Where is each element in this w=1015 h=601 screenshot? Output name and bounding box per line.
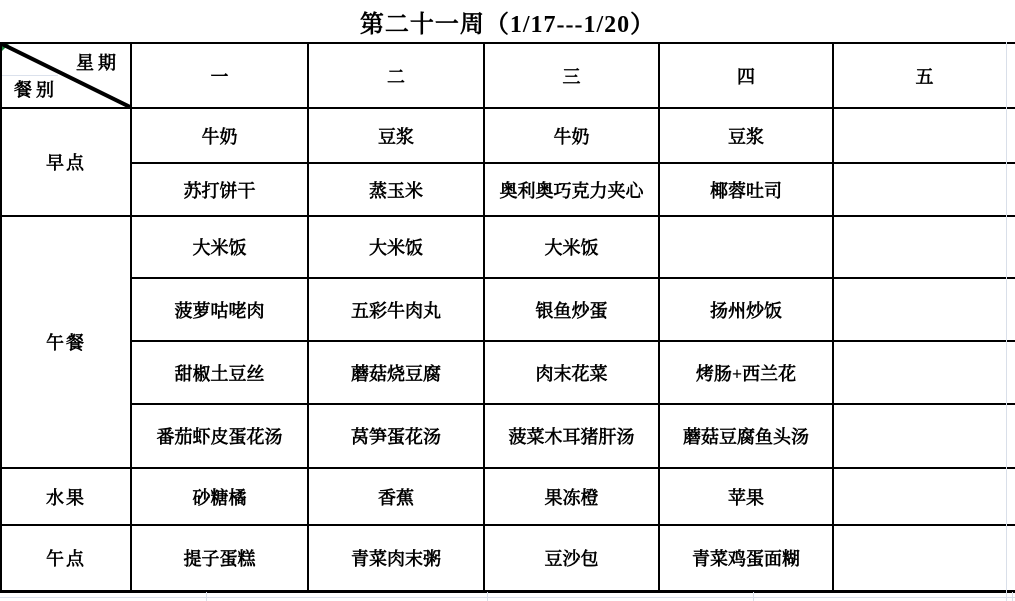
menu-cell[interactable]: 提子蛋糕 bbox=[131, 525, 308, 591]
menu-cell[interactable]: 银鱼炒蛋 bbox=[484, 278, 659, 341]
menu-cell[interactable]: 大米饭 bbox=[308, 216, 484, 278]
menu-cell[interactable]: 蒸玉米 bbox=[308, 163, 484, 216]
page-title: 第二十一周（1/17---1/20） bbox=[359, 11, 656, 38]
meal-label-afternoon-snack[interactable]: 午点 bbox=[1, 525, 131, 591]
menu-cell[interactable]: 牛奶 bbox=[484, 108, 659, 163]
menu-cell[interactable]: 豆浆 bbox=[659, 108, 833, 163]
menu-cell[interactable] bbox=[833, 108, 1015, 163]
menu-cell[interactable]: 烤肠+西兰花 bbox=[659, 341, 833, 404]
menu-cell[interactable]: 苏打饼干 bbox=[131, 163, 308, 216]
menu-cell[interactable]: 砂糖橘 bbox=[131, 468, 308, 525]
faint-gridline bbox=[1006, 42, 1007, 601]
corner-label-meal: 餐别 bbox=[14, 80, 58, 100]
menu-cell[interactable]: 苹果 bbox=[659, 468, 833, 525]
corner-header-cell[interactable] bbox=[1, 43, 131, 108]
menu-cell[interactable] bbox=[833, 525, 1015, 591]
menu-cell[interactable]: 菠菜木耳猪肝汤 bbox=[484, 404, 659, 468]
meal-label-breakfast[interactable]: 早点 bbox=[1, 108, 131, 216]
faint-gridline bbox=[0, 597, 1015, 598]
meal-label-fruit[interactable]: 水果 bbox=[1, 468, 131, 525]
menu-cell[interactable]: 果冻橙 bbox=[484, 468, 659, 525]
menu-cell[interactable]: 番茄虾皮蛋花汤 bbox=[131, 404, 308, 468]
menu-cell[interactable]: 菠萝咕咾肉 bbox=[131, 278, 308, 341]
menu-cell[interactable]: 椰蓉吐司 bbox=[659, 163, 833, 216]
menu-cell[interactable] bbox=[833, 278, 1015, 341]
menu-cell[interactable]: 奥利奥巧克力夹心 bbox=[484, 163, 659, 216]
menu-cell[interactable]: 甜椒土豆丝 bbox=[131, 341, 308, 404]
day-header-mon[interactable]: 一 bbox=[131, 43, 308, 108]
menu-cell[interactable] bbox=[833, 468, 1015, 525]
menu-cell[interactable]: 豆沙包 bbox=[484, 525, 659, 591]
menu-cell[interactable]: 牛奶 bbox=[131, 108, 308, 163]
menu-cell[interactable]: 青菜肉末粥 bbox=[308, 525, 484, 591]
day-header-fri[interactable]: 五 bbox=[833, 43, 1015, 108]
menu-cell[interactable]: 肉末花菜 bbox=[484, 341, 659, 404]
menu-cell[interactable]: 扬州炒饭 bbox=[659, 278, 833, 341]
menu-cell[interactable] bbox=[833, 404, 1015, 468]
day-header-thu[interactable]: 四 bbox=[659, 43, 833, 108]
corner-label-day: 星期 bbox=[76, 53, 120, 73]
meal-label-lunch[interactable]: 午餐 bbox=[1, 216, 131, 468]
menu-cell[interactable] bbox=[833, 163, 1015, 216]
menu-cell[interactable]: 蘑菇烧豆腐 bbox=[308, 341, 484, 404]
menu-cell[interactable]: 莴笋蛋花汤 bbox=[308, 404, 484, 468]
menu-cell[interactable] bbox=[833, 341, 1015, 404]
day-header-tue[interactable]: 二 bbox=[308, 43, 484, 108]
weekly-menu-table bbox=[0, 42, 1015, 593]
menu-cell[interactable]: 五彩牛肉丸 bbox=[308, 278, 484, 341]
menu-cell[interactable]: 蘑菇豆腐鱼头汤 bbox=[659, 404, 833, 468]
day-header-wed[interactable]: 三 bbox=[484, 43, 659, 108]
menu-cell[interactable]: 大米饭 bbox=[131, 216, 308, 278]
menu-cell[interactable]: 香蕉 bbox=[308, 468, 484, 525]
menu-cell[interactable]: 大米饭 bbox=[484, 216, 659, 278]
menu-cell[interactable] bbox=[833, 216, 1015, 278]
menu-cell[interactable]: 青菜鸡蛋面糊 bbox=[659, 525, 833, 591]
menu-cell[interactable]: 豆浆 bbox=[308, 108, 484, 163]
menu-cell[interactable] bbox=[659, 216, 833, 278]
